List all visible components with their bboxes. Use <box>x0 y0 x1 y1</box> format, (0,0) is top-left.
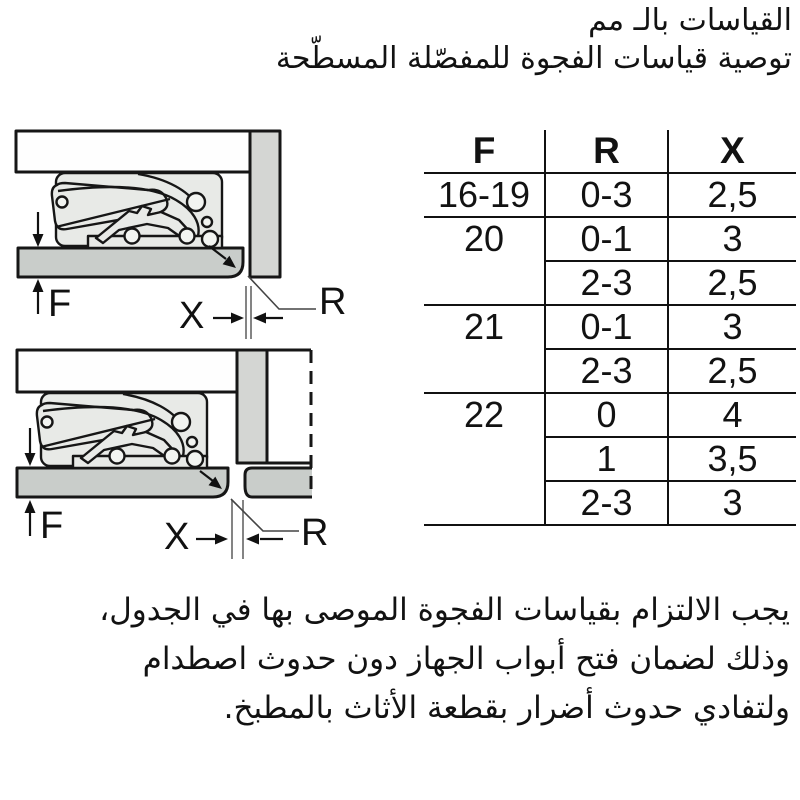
furniture-top-panel <box>16 131 250 172</box>
cell-x: 4 <box>668 393 796 437</box>
dimension-x-arrows <box>196 500 283 559</box>
cell-x: 2,5 <box>668 173 796 217</box>
diagram-side-wall <box>16 131 346 339</box>
cell-x: 2,5 <box>668 261 796 305</box>
appliance-door <box>17 468 228 497</box>
arrow-left-icon <box>246 534 259 545</box>
cell-x: 2,5 <box>668 349 796 393</box>
compliance-note <box>28 586 790 733</box>
table-row <box>424 305 796 349</box>
cell-f: 16-19 <box>424 173 545 217</box>
label-r: R <box>319 281 347 323</box>
page-title <box>276 2 792 78</box>
furniture-top-panel <box>17 350 237 392</box>
adjacent-furniture-door <box>245 468 312 497</box>
label-x: X <box>179 295 205 337</box>
label-x: X <box>164 516 190 558</box>
arrow-up-icon <box>33 279 44 292</box>
table-row <box>424 173 796 217</box>
cell-r: 0-1 <box>545 217 668 261</box>
table-header-row <box>424 130 796 173</box>
furniture-side-wall <box>250 131 280 277</box>
arrow-right-icon <box>215 534 228 545</box>
col-header-r: R <box>545 130 668 173</box>
cell-x: 3 <box>668 217 796 261</box>
cell-r: 0 <box>545 393 668 437</box>
hinge-diagrams <box>0 112 360 574</box>
cell-r: 1 <box>545 437 668 481</box>
label-f: F <box>48 283 72 325</box>
cell-r: 2-3 <box>545 481 668 525</box>
cell-r: 2-3 <box>545 261 668 305</box>
note-line: ولتفادي حدوث أضرار بقطعة الأثاث بالمطبخ. <box>223 690 790 726</box>
table-row <box>424 393 796 437</box>
cell-x: 3 <box>668 305 796 349</box>
appliance-door <box>18 248 243 277</box>
arrow-left-icon <box>253 313 266 324</box>
label-r: R <box>301 512 329 554</box>
note-line: يجب الالتزام بقياسات الفجوة الموصى بها في الجدول، <box>99 592 790 628</box>
gap-recommendation-table <box>424 130 796 526</box>
dimension-x-arrows <box>213 286 283 339</box>
table-row <box>424 217 796 261</box>
cell-r: 0-1 <box>545 305 668 349</box>
col-header-x: X <box>668 130 796 173</box>
title-line-recommendation: توصية قياسات الفجوة للمفصّلة المسطّحة <box>275 41 792 76</box>
cell-f: 22 <box>424 393 545 525</box>
arrow-down-icon <box>25 453 36 466</box>
arrow-up-icon <box>25 500 36 513</box>
cell-r: 0-3 <box>545 173 668 217</box>
cell-x: 3,5 <box>668 437 796 481</box>
cell-r: 2-3 <box>545 349 668 393</box>
cell-f: 21 <box>424 305 545 393</box>
label-f: F <box>40 505 64 547</box>
diagram-adjacent-door <box>17 350 328 559</box>
cell-x: 3 <box>668 481 796 525</box>
arrow-down-icon <box>33 234 44 247</box>
note-line: وذلك لضمان فتح أبواب الجهاز دون حدوث اصطدام <box>142 641 790 677</box>
col-header-f: F <box>424 130 545 173</box>
arrow-right-icon <box>231 313 244 324</box>
furniture-divider-panel <box>237 350 267 463</box>
title-line-units: القياسات بالـ مم <box>588 3 792 38</box>
cell-f: 20 <box>424 217 545 305</box>
